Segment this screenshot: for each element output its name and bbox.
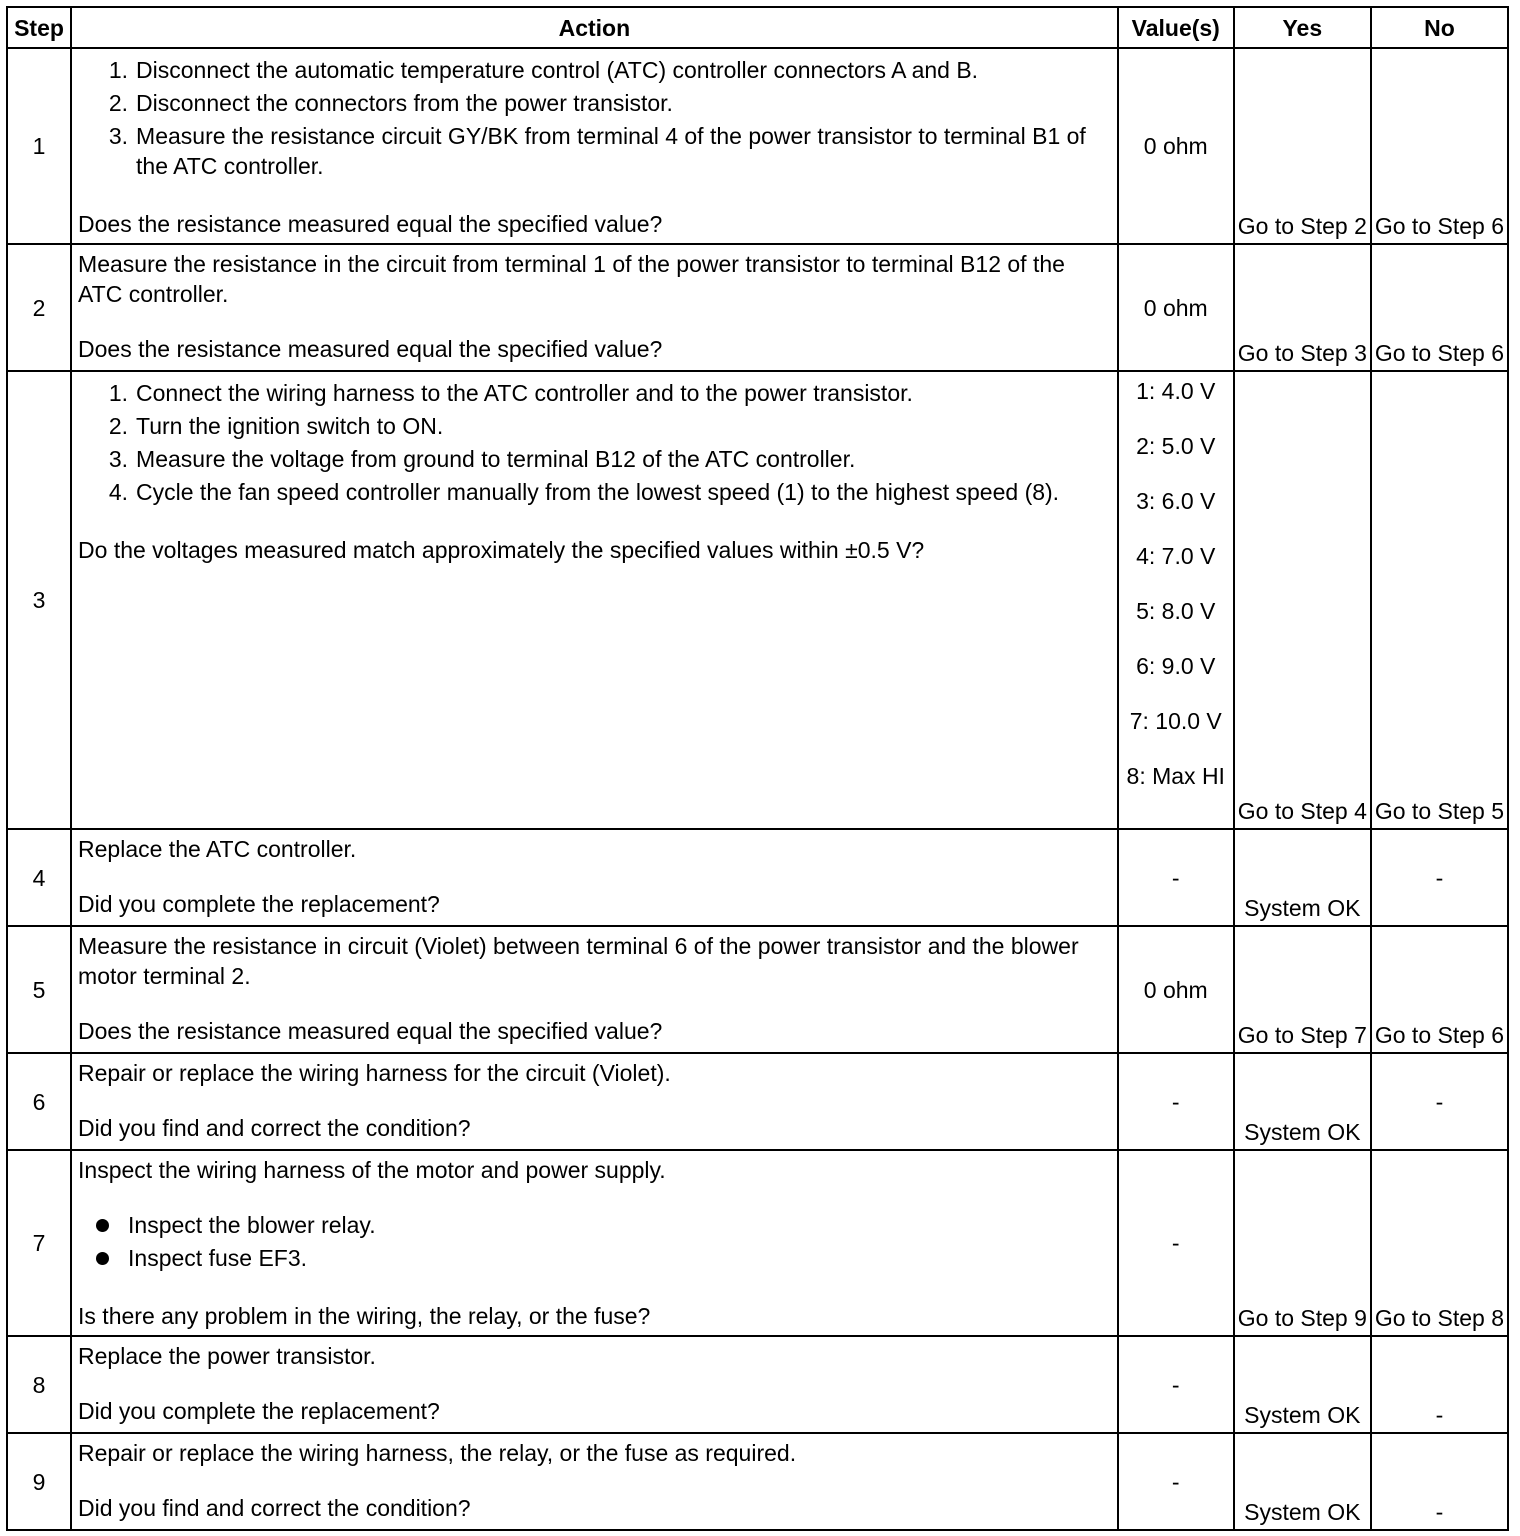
question-text: Did you find and correct the condition? (78, 1495, 471, 1521)
step-number: 9 (7, 1433, 71, 1530)
header-values: Value(s) (1118, 7, 1234, 48)
no-cell: - (1371, 1433, 1508, 1530)
step-number: 7 (7, 1150, 71, 1336)
header-action: Action (71, 7, 1118, 48)
value-cell: - (1118, 1433, 1234, 1530)
procedure-list (78, 55, 1111, 181)
value-item: 1: 4.0 V (1136, 378, 1216, 404)
list-item: 1. Disconnect the automatic temperature control (ATC) controller connectors A and B. (108, 57, 979, 83)
action-cell (71, 926, 1118, 1053)
inspection-list (78, 1210, 1111, 1273)
question-text: Did you find and correct the condition? (78, 1115, 471, 1141)
value-cell: 0 ohm (1118, 244, 1234, 371)
voltage-values (1119, 376, 1233, 821)
value-cell (1118, 371, 1234, 829)
instruction-text: Measure the resistance in circuit (Violet) between terminal 6 of the power transistor and the blower motor terminal 2. (78, 933, 1079, 989)
action-cell (71, 1150, 1118, 1336)
value-item: 7: 10.0 V (1129, 708, 1222, 734)
list-item: 2. Disconnect the connectors from the power transistor. (108, 90, 673, 116)
table-row (7, 371, 1508, 829)
list-item: 3. Measure the voltage from ground to terminal B12 of the ATC controller. (108, 446, 856, 472)
list-item: Inspect fuse EF3. (78, 1243, 1111, 1273)
instruction-text: Inspect the wiring harness of the motor and power supply. (78, 1157, 666, 1183)
no-cell: - (1371, 1336, 1508, 1433)
value-item: 5: 8.0 V (1136, 598, 1216, 624)
value-cell: 0 ohm (1118, 926, 1234, 1053)
value-item: 8: Max HI (1126, 763, 1225, 789)
list-item: 3. Measure the resistance circuit GY/BK from terminal 4 of the power transistor to terminal B1 of the ATC controller. (108, 123, 1086, 179)
list-item: 4. Cycle the fan speed controller manually from the lowest speed (1) to the highest speed (8). (108, 479, 1060, 505)
question-text: Is there any problem in the wiring, the relay, or the fuse? (78, 1303, 651, 1329)
question-text: Does the resistance measured equal the specified value? (78, 336, 663, 362)
question-text: Does the resistance measured equal the specified value? (78, 211, 663, 237)
question-text: Did you complete the replacement? (78, 891, 440, 917)
instruction-text: Measure the resistance in the circuit from terminal 1 of the power transistor to terminal B12 of the ATC controller. (78, 251, 1065, 307)
bullet-icon (78, 1210, 128, 1240)
action-cell (71, 1433, 1118, 1530)
action-cell (71, 48, 1118, 244)
yes-cell: System OK (1234, 829, 1371, 926)
step-number: 1 (7, 48, 71, 244)
action-cell (71, 829, 1118, 926)
table-row (7, 1053, 1508, 1150)
list-item: 2. Turn the ignition switch to ON. (108, 413, 444, 439)
no-cell: Go to Step 6 (1371, 244, 1508, 371)
list-item: Inspect the blower relay. (78, 1210, 1111, 1240)
step-number: 6 (7, 1053, 71, 1150)
no-cell: Go to Step 6 (1371, 48, 1508, 244)
no-cell: Go to Step 8 (1371, 1150, 1508, 1336)
step-number: 5 (7, 926, 71, 1053)
yes-cell: Go to Step 2 (1234, 48, 1371, 244)
question-text: Do the voltages measured match approximately the specified values within ±0.5 V? (78, 537, 925, 563)
action-cell (71, 1053, 1118, 1150)
yes-cell: System OK (1234, 1053, 1371, 1150)
value-cell: - (1118, 1150, 1234, 1336)
no-cell: Go to Step 6 (1371, 926, 1508, 1053)
question-text: Does the resistance measured equal the specified value? (78, 1018, 663, 1044)
bullet-icon (78, 1243, 128, 1273)
table-row (7, 48, 1508, 244)
value-item: 4: 7.0 V (1136, 543, 1216, 569)
table-row (7, 1150, 1508, 1336)
yes-cell: Go to Step 3 (1234, 244, 1371, 371)
step-number: 8 (7, 1336, 71, 1433)
no-cell: - (1371, 1053, 1508, 1150)
table-row (7, 1433, 1508, 1530)
diagnostic-table (6, 6, 1509, 1531)
value-cell: - (1118, 1053, 1234, 1150)
value-cell: - (1118, 1336, 1234, 1433)
no-cell: Go to Step 5 (1371, 371, 1508, 829)
yes-cell: System OK (1234, 1433, 1371, 1530)
action-cell (71, 244, 1118, 371)
table-row (7, 829, 1508, 926)
yes-cell: Go to Step 7 (1234, 926, 1371, 1053)
header-step: Step (7, 7, 71, 48)
value-cell: - (1118, 829, 1234, 926)
question-text: Did you complete the replacement? (78, 1398, 440, 1424)
table-row (7, 926, 1508, 1053)
table-row (7, 1336, 1508, 1433)
instruction-text: Replace the power transistor. (78, 1343, 376, 1369)
action-cell (71, 371, 1118, 829)
instruction-text: Repair or replace the wiring harness, the relay, or the fuse as required. (78, 1440, 797, 1466)
yes-cell: System OK (1234, 1336, 1371, 1433)
step-number: 4 (7, 829, 71, 926)
step-number: 2 (7, 244, 71, 371)
list-item: 1. Connect the wiring harness to the ATC controller and to the power transistor. (108, 380, 913, 406)
header-row (7, 7, 1508, 48)
procedure-list (78, 378, 1111, 507)
step-number: 3 (7, 371, 71, 829)
value-item: 6: 9.0 V (1136, 653, 1216, 679)
instruction-text: Replace the ATC controller. (78, 836, 357, 862)
header-no: No (1371, 7, 1508, 48)
yes-cell: Go to Step 9 (1234, 1150, 1371, 1336)
action-cell (71, 1336, 1118, 1433)
header-yes: Yes (1234, 7, 1371, 48)
no-cell: - (1371, 829, 1508, 926)
value-item: 2: 5.0 V (1136, 433, 1216, 459)
value-item: 3: 6.0 V (1136, 488, 1216, 514)
instruction-text: Repair or replace the wiring harness for the circuit (Violet). (78, 1060, 671, 1086)
yes-cell: Go to Step 4 (1234, 371, 1371, 829)
value-cell: 0 ohm (1118, 48, 1234, 244)
table-row (7, 244, 1508, 371)
